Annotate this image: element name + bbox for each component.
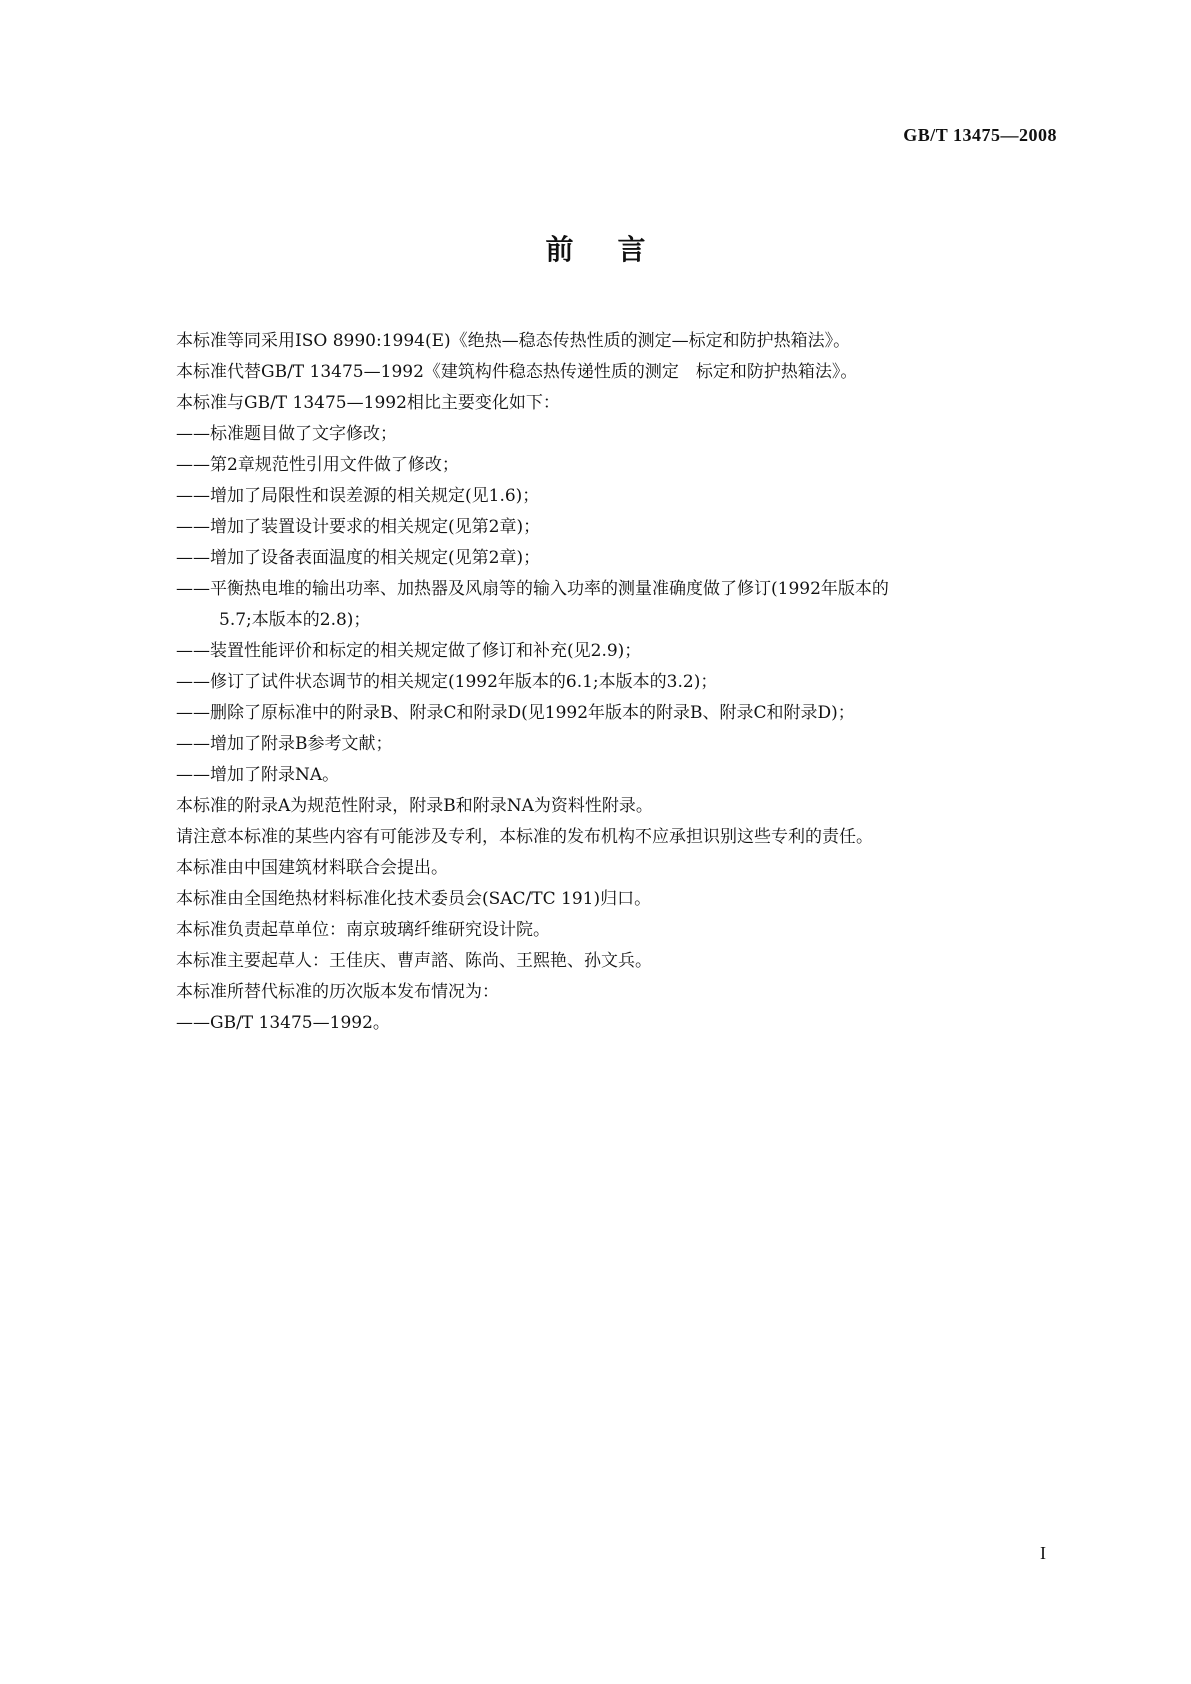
paragraph-line: 本标准等同采用ISO 8990:1994(E)《绝热—稳态传热性质的测定—标定和防护热箱法》。 xyxy=(176,331,851,351)
paragraph-line: 本标准所替代标准的历次版本发布情况为： xyxy=(176,982,499,1002)
list-item: ——标准题目做了文字修改； xyxy=(176,424,397,444)
list-item: ——增加了附录NA。 xyxy=(176,765,340,785)
page-title: 前言 xyxy=(545,233,690,266)
paragraph-line: 本标准负责起草单位：南京玻璃纤维研究设计院。 xyxy=(176,920,550,940)
paragraph-line: 请注意本标准的某些内容有可能涉及专利，本标准的发布机构不应承担识别这些专利的责任。 xyxy=(176,827,873,847)
paragraph-line: 本标准代替GB/T 13475—1992《建筑构件稳态热传递性质的测定 标定和防护热箱法》。 xyxy=(176,362,858,382)
page-number: I xyxy=(1040,1543,1046,1563)
standard-code: GB/T 13475—2008 xyxy=(903,125,1057,145)
list-item: ——增加了设备表面温度的相关规定(见第2章)； xyxy=(176,548,541,568)
list-item: ——修订了试件状态调节的相关规定(1992年版本的6.1;本版本的3.2)； xyxy=(176,672,718,692)
foreword-body xyxy=(176,326,1058,1039)
list-item: ——平衡热电堆的输出功率、加热器及风扇等的输入功率的测量准确度做了修订(1992年版本的 xyxy=(176,579,889,599)
list-item: ——删除了原标准中的附录B、附录C和附录D(见1992年版本的附录B、附录C和附录D)； xyxy=(176,703,855,723)
paragraph-line: 本标准的附录A为规范性附录，附录B和附录NA为资料性附录。 xyxy=(176,796,653,816)
list-item: ——增加了局限性和误差源的相关规定(见1.6)； xyxy=(176,486,540,506)
paragraph-line: 本标准主要起草人：王佳庆、曹声諮、陈尚、王熙艳、孙文兵。 xyxy=(176,951,652,971)
list-item: ——增加了装置设计要求的相关规定(见第2章)； xyxy=(176,517,541,537)
list-item: ——增加了附录B参考文献； xyxy=(176,734,393,754)
paragraph-line: 本标准由中国建筑材料联合会提出。 xyxy=(176,858,448,878)
paragraph-line: 本标准与GB/T 13475—1992相比主要变化如下： xyxy=(176,393,560,413)
paragraph-line: 本标准由全国绝热材料标准化技术委员会(SAC/TC 191)归口。 xyxy=(176,889,652,909)
list-item: ——GB/T 13475—1992。 xyxy=(176,1013,390,1033)
list-item-continuation: 5.7;本版本的2.8)； xyxy=(219,610,371,630)
list-item: ——第2章规范性引用文件做了修改； xyxy=(176,455,459,475)
list-item: ——装置性能评价和标定的相关规定做了修订和补充(见2.9)； xyxy=(176,641,642,661)
